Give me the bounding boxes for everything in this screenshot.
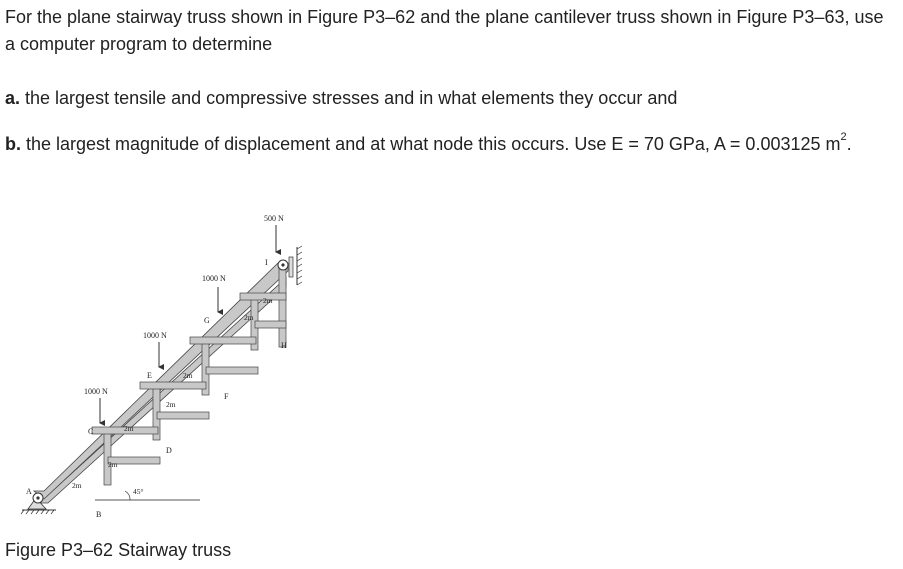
part-b-text: the largest magnitude of displacement and at what node this occurs. Use E = 70 GPa, A = 0.003125 m	[21, 134, 841, 154]
part-b-end: .	[846, 134, 852, 154]
dimension-label: 2m	[108, 460, 118, 469]
figure-caption: Figure P3–62 Stairway truss	[5, 540, 232, 560]
dimension-label: 2m	[183, 371, 193, 380]
angle-arc	[125, 491, 130, 500]
dimension-label: 2m	[124, 424, 134, 433]
horizontal-member	[140, 382, 206, 389]
part-a-text: the largest tensile and compressive stresses and in what elements they occur and	[20, 88, 678, 108]
horizontal-member	[255, 321, 286, 328]
load-label-g: 1000 N	[202, 274, 226, 283]
node-label-h: H	[281, 341, 287, 350]
node-label-a: A	[26, 487, 32, 496]
node-label-b: B	[96, 510, 102, 519]
dimension-label: 2m	[244, 313, 254, 322]
node-label-g: G	[204, 316, 210, 325]
stairway-truss-figure	[0, 205, 330, 520]
node-label-e: E	[147, 371, 152, 380]
node-label-f: F	[224, 392, 229, 401]
part-b	[5, 131, 900, 158]
load-label-e: 1000 N	[143, 331, 167, 340]
vertical-member	[279, 265, 286, 347]
load-label-top: 500 N	[264, 214, 284, 223]
horizontal-member	[206, 367, 258, 374]
horizontal-member	[190, 337, 256, 344]
dimension-label: 2m	[72, 481, 82, 490]
load-label-c: 1000 N	[84, 387, 108, 396]
problem-intro: For the plane stairway truss shown in Figure P3–62 and the plane cantilever truss shown in Figure P3–63, use a computer program to determine	[5, 7, 884, 54]
node-label-d: D	[166, 446, 172, 455]
horizontal-member	[157, 412, 209, 419]
part-a-label: a.	[5, 88, 21, 108]
part-a	[5, 85, 677, 112]
dimension-label: 2m	[263, 296, 273, 305]
node-label-c: C	[88, 427, 94, 436]
part-b-exponent: 2	[840, 131, 847, 143]
angle-label: 45°	[133, 487, 144, 496]
node-label-i: I	[265, 258, 268, 267]
dimension-label: 2m	[166, 400, 176, 409]
part-b-label: b.	[5, 134, 21, 154]
